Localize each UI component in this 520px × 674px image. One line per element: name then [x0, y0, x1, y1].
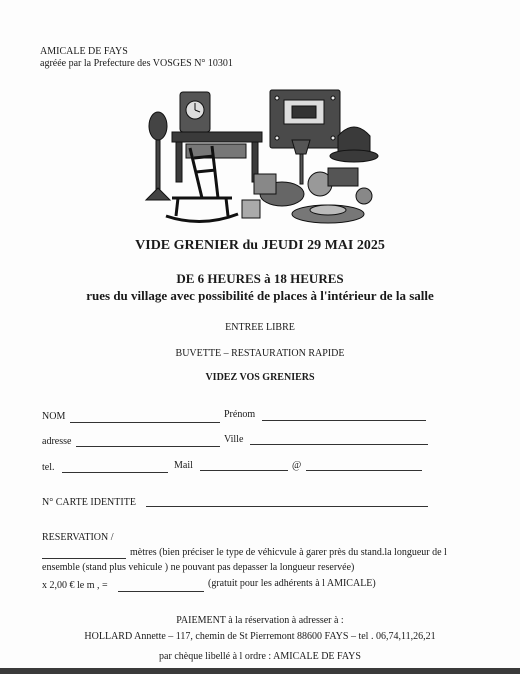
adresse-field[interactable]: [76, 446, 220, 447]
mail-label: Mail: [174, 460, 193, 471]
scan-edge: [0, 668, 520, 674]
metres-description: mètres (bien préciser le type de véhicvule à garer près du stand.la longueur de l: [130, 547, 447, 558]
ville-label: Ville: [224, 434, 244, 445]
entry-info: ENTREE LIBRE: [225, 322, 295, 333]
reservation-label: RESERVATION /: [42, 532, 114, 543]
cabinet-icon: [270, 90, 340, 148]
price-field[interactable]: [118, 591, 204, 592]
payment-address: HOLLARD Annette – 117, chemin de St Pierremont 88600 FAYS – tel . 06,74,11,26,21: [84, 631, 436, 642]
price-label: x 2,00 € le m , =: [42, 580, 108, 591]
clock-icon: [180, 92, 210, 132]
event-title: VIDE GRENIER du JEUDI 29 MAI 2025: [135, 238, 385, 253]
mail-domain-field[interactable]: [306, 470, 422, 471]
ville-field[interactable]: [250, 444, 428, 445]
organization-name: AMICALE DE FAYS: [40, 46, 128, 57]
lamp-icon: [292, 140, 310, 184]
tel-label: tel.: [42, 462, 55, 473]
mannequin-icon: [146, 112, 170, 200]
price-note: (gratuit pour les adhérents à l AMICALE): [208, 578, 376, 589]
nom-label: NOM: [42, 411, 66, 422]
slogan: VIDEZ VOS GRENIERS: [205, 372, 315, 383]
antiques-illustration: [142, 88, 382, 236]
at-sign: @: [292, 460, 302, 471]
id-card-field[interactable]: [146, 506, 428, 507]
desk-icon: [172, 132, 262, 182]
event-location: rues du village avec possibilité de places à l'intérieur de la salle: [86, 288, 434, 303]
metres-field[interactable]: [42, 558, 126, 559]
prefecture-approval: agréée par la Prefecture des VOSGES N° 10301: [40, 58, 233, 69]
nom-field[interactable]: [70, 422, 220, 423]
adresse-label: adresse: [42, 436, 72, 447]
payment-cheque: par chèque libellé à l ordre : AMICALE DE FAYS: [159, 651, 361, 662]
event-hours: DE 6 HEURES à 18 HEURES: [176, 271, 344, 286]
prenom-label: Prénom: [224, 409, 256, 420]
mail-user-field[interactable]: [200, 470, 288, 471]
metres-description-2: ensemble (stand plus vehicule ) ne pouvant pas depasser la longueur reservée): [42, 562, 355, 573]
payment-title: PAIEMENT à la réservation à adresser à :: [176, 615, 344, 626]
bric-a-brac-icon: [242, 168, 372, 223]
prenom-field[interactable]: [262, 420, 426, 421]
id-card-label: N° CARTE IDENTITE: [42, 497, 136, 508]
tel-field[interactable]: [62, 472, 168, 473]
food-info: BUVETTE – RESTAURATION RAPIDE: [175, 348, 345, 359]
